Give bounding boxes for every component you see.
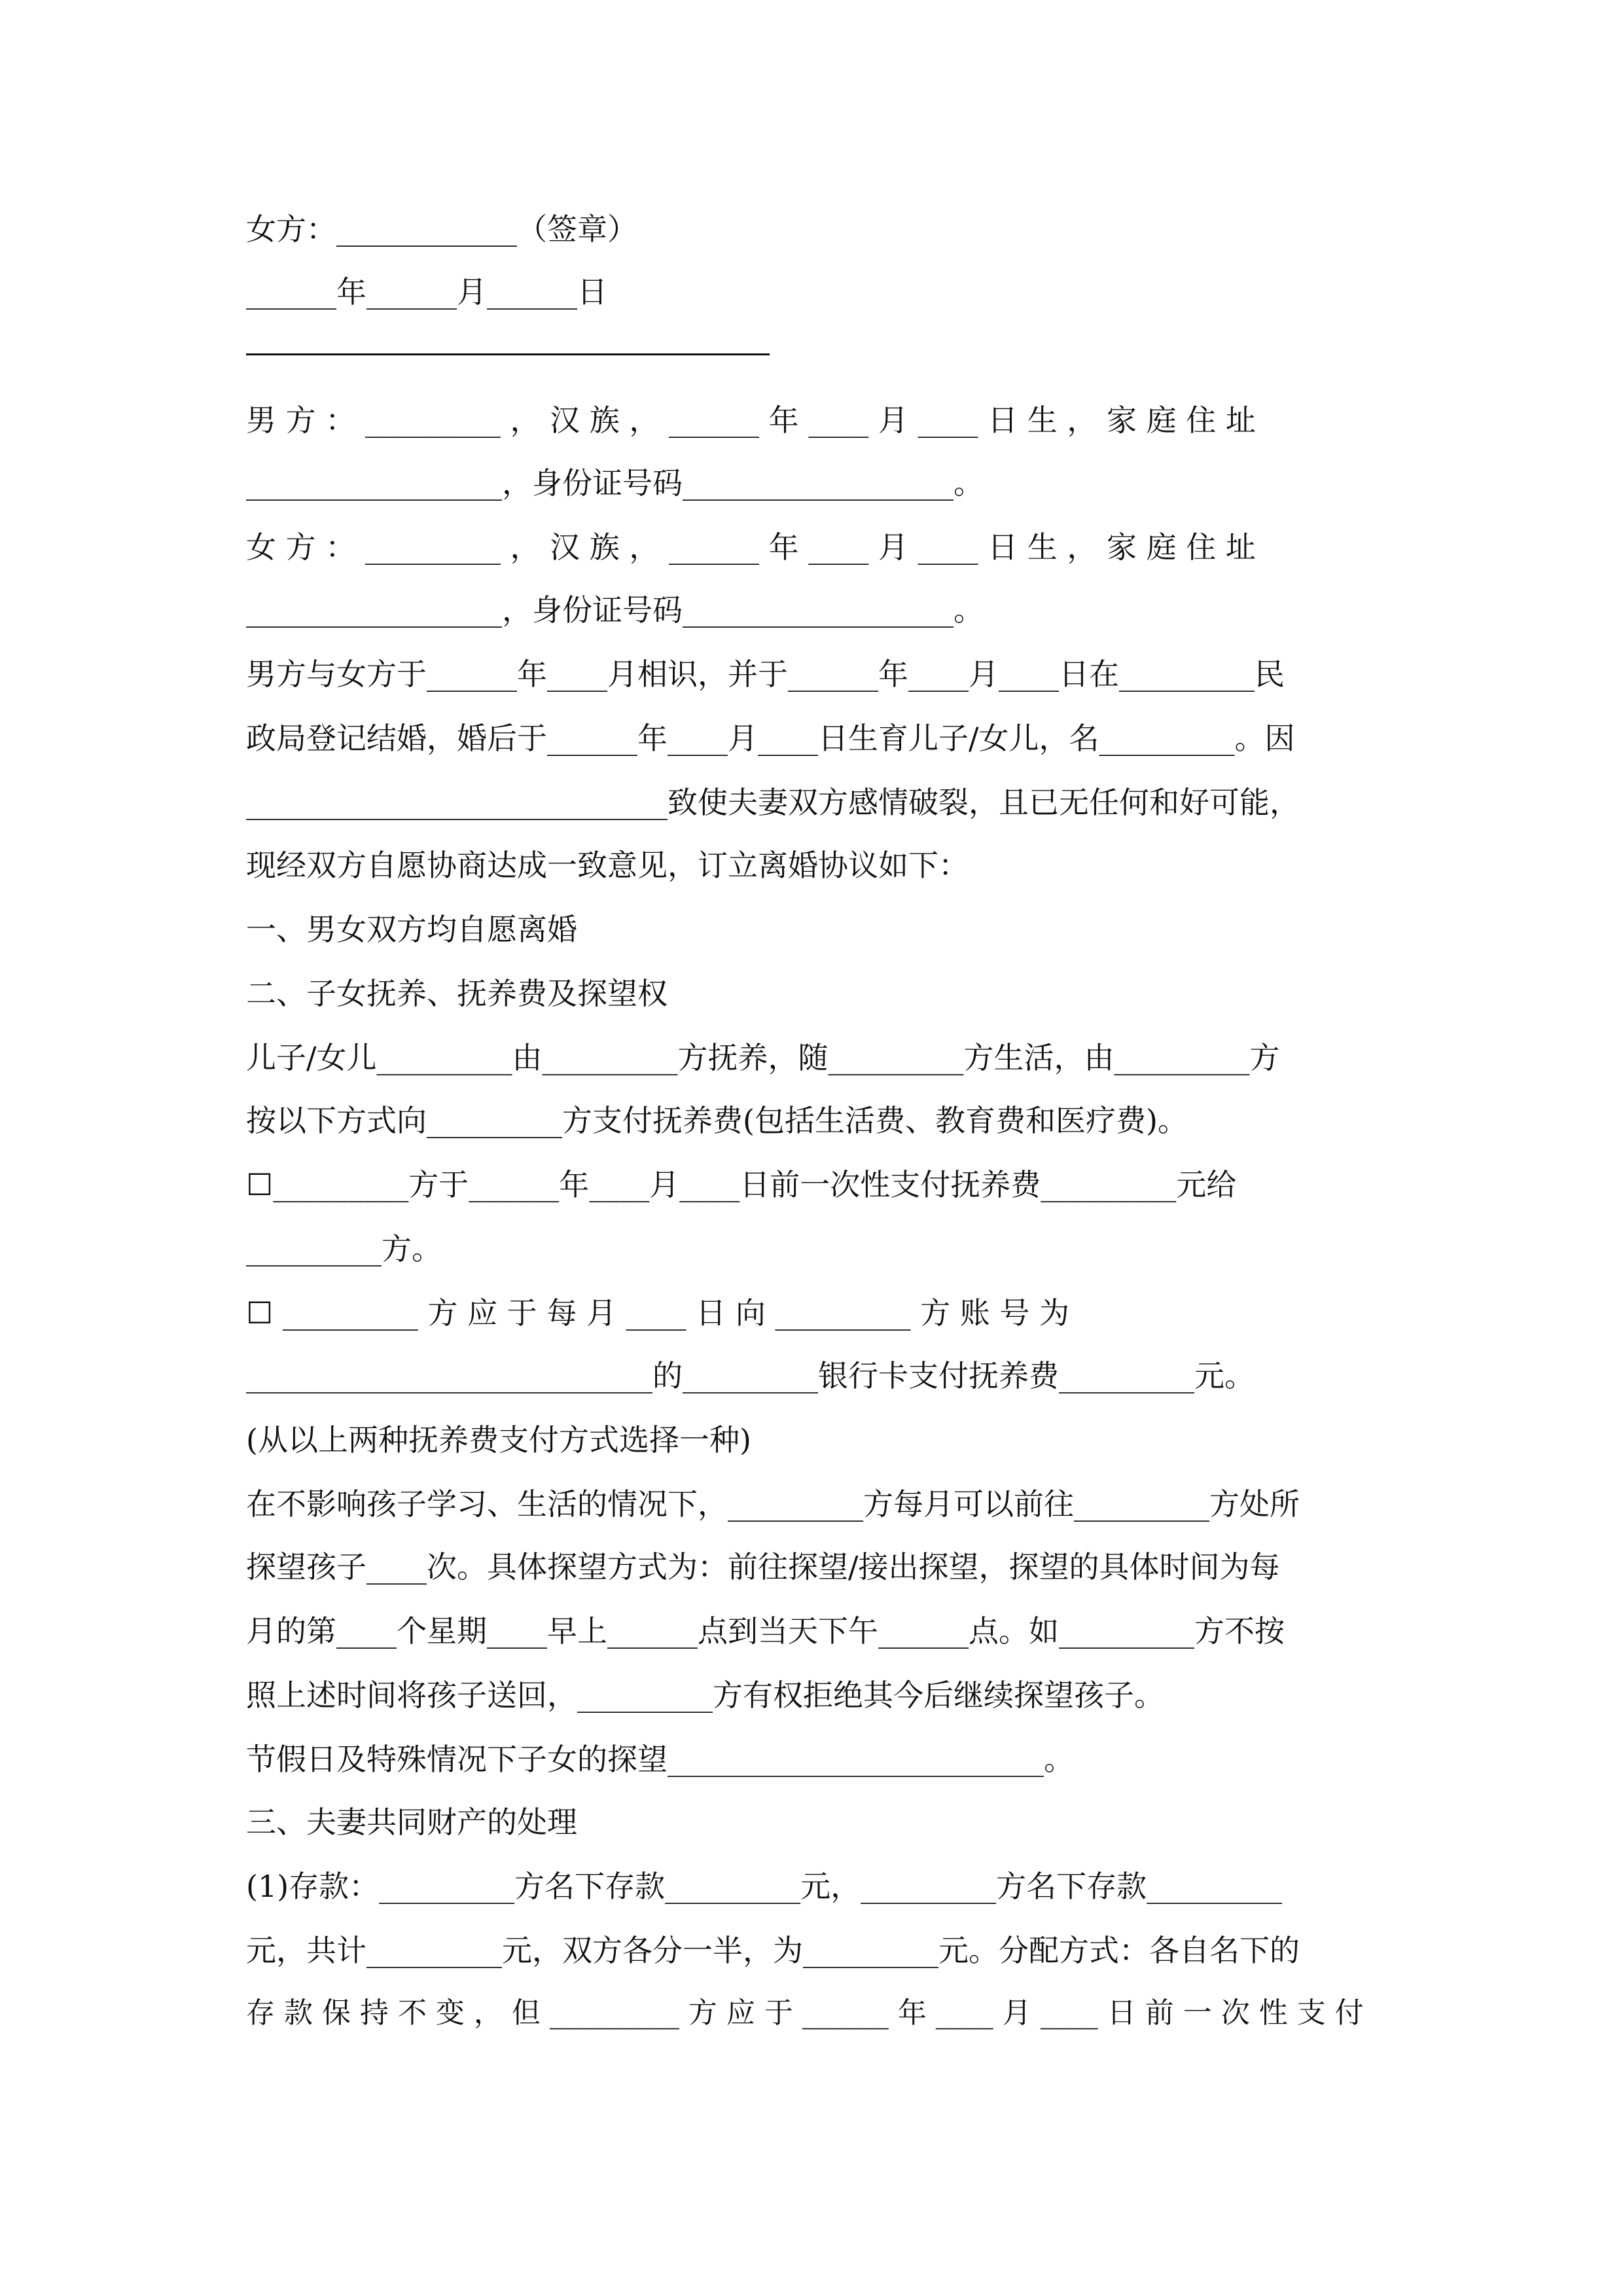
visitation-line-1: 在不影响孩子学习、生活的情况下，_________方每月可以前往_________方处所 — [246, 1486, 1300, 1522]
payment-option-2-line-1: ☐ _________ 方 应 于 每 月 ____ 日 向 _________ 方 账 号 为 — [246, 1295, 1069, 1331]
payment-choice-note: (从以上两种抚养费支付方式选择一种) — [246, 1422, 751, 1458]
marriage-paragraph-line-3: ____________________________致使夫妻双方感情破裂，且已无任何和好可能， — [246, 785, 1300, 820]
custody-line-2: 按以下方式向_________方支付抚养费(包括生活费、教育费和医疗费)。 — [246, 1103, 1188, 1138]
visitation-line-3: 月的第____个星期____早上______点到当天下午______点。如_________方不按 — [246, 1613, 1285, 1649]
female-info-line-2: _________________，身份证号码__________________。 — [246, 592, 984, 628]
custody-line-1: 儿子/女儿_________由_________方抚养，随_________方生活，由_________方 — [246, 1040, 1280, 1075]
payment-option-2-line-2: ___________________________的_________银行卡支付抚养费_________元。 — [246, 1358, 1255, 1393]
deposit-line-2: 元，共计_________元，双方各分一半，为_________元。分配方式：各自名下的 — [246, 1933, 1300, 1968]
holiday-visitation-line: 节假日及特殊情况下子女的探望_________________________。 — [246, 1742, 1074, 1777]
deposit-line-3: 存 款 保 持 不 变 ， 但 _________ 方 应 于 ______ 年 ____ 月 ____ 日 前 一 次 性 支 付 — [246, 1996, 1364, 2030]
date-line: ______年______月______日 — [246, 274, 607, 310]
female-info-line-1: 女 方 ： _________ ， 汉 族 ， ______ 年 ____ 月 ____ 日 生 ， 家 庭 住 址 — [246, 529, 1256, 565]
marriage-paragraph-line-1: 男方与女方于______年____月相识，并于______年____月____日在_________民 — [246, 656, 1285, 692]
visitation-line-2: 探望孩子____次。具体探望方式为：前往探望/接出探望，探望的具体时间为每 — [246, 1549, 1280, 1585]
deposit-line-1: (1)存款：_________方名下存款_________元，_________方名下存款_________ — [246, 1869, 1283, 1904]
section-divider — [246, 353, 770, 355]
male-info-line-1: 男 方 ： _________ ， 汉 族 ， ______ 年 ____ 月 ____ 日 生 ， 家 庭 住 址 — [246, 403, 1256, 438]
clause-1-heading: 一、男女双方均自愿离婚 — [246, 912, 577, 947]
payment-option-1-line-1: ☐_________方于______年____月____日前一次性支付抚养费_________元给 — [246, 1167, 1237, 1202]
visitation-line-4: 照上述时间将孩子送回，_________方有权拒绝其今后继续探望孩子。 — [246, 1677, 1164, 1713]
marriage-paragraph-line-2: 政局登记结婚，婚后于______年____月____日生育儿子/女儿，名_________。因 — [246, 721, 1295, 756]
payment-option-1-line-2: _________方。 — [246, 1231, 442, 1266]
male-info-line-2: _________________，身份证号码__________________。 — [246, 465, 984, 501]
clause-3-heading: 三、夫妻共同财产的处理 — [246, 1804, 577, 1840]
female-signature-line: 女方：____________（签章） — [246, 211, 637, 247]
marriage-paragraph-line-4: 现经双方自愿协商达成一致意见，订立离婚协议如下： — [246, 848, 969, 883]
clause-2-heading: 二、子女抚养、抚养费及探望权 — [246, 976, 668, 1011]
